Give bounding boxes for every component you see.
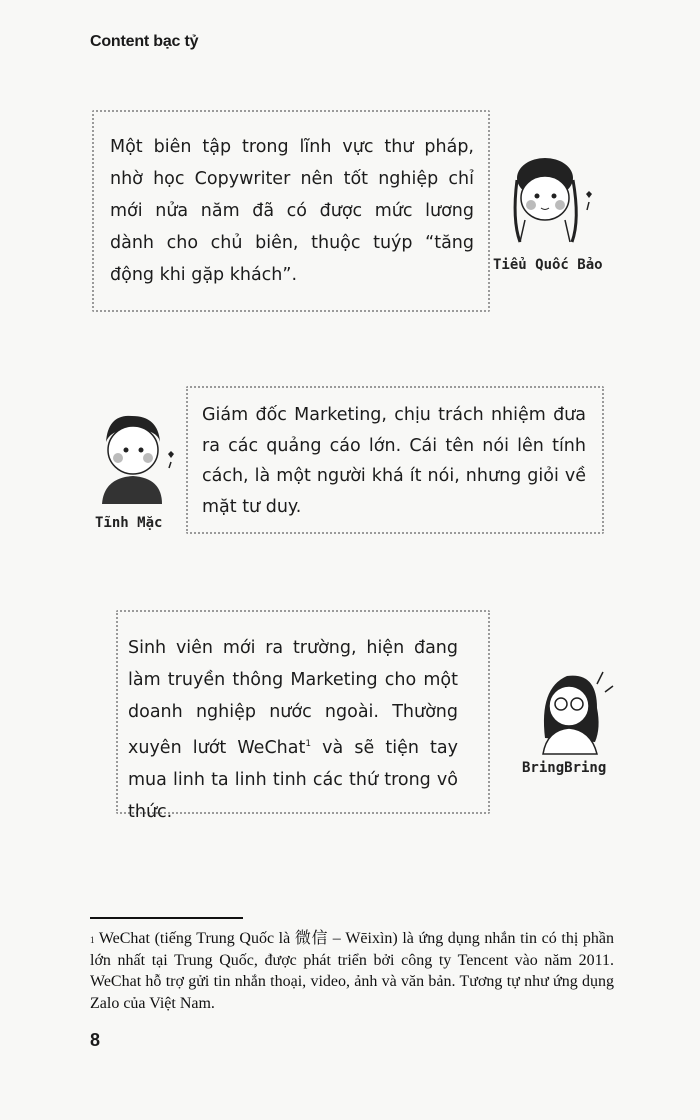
girl-with-hat-illustration bbox=[500, 150, 600, 250]
profile-description bbox=[128, 632, 458, 828]
footnote-marker: 1 bbox=[90, 935, 95, 945]
profile-description: Một biên tập trong lĩnh vực thư pháp, nhờ học Copywriter nên tốt nghiệp chỉ mới nửa năm đã có được mức lương dành cho chủ biên, thuộc tuýp “tăng động khi gặp khách”. bbox=[110, 137, 474, 285]
description-text: Sinh viên mới ra trường, hiện đang làm truyền thông Marketing cho một doanh nghiệp nước ngoài. Thường xuyên lướt WeChat bbox=[128, 638, 458, 758]
description-text: và sẽ tiện tay mua linh ta linh tinh các thứ trong vô thức. bbox=[128, 737, 458, 822]
footnote-divider bbox=[90, 917, 243, 919]
footnote-text: WeChat (tiếng Trung Quốc là 微信 – Wēixìn) là ứng dụng nhắn tin có thị phần lớn nhất tại Trung Quốc, được phát triển bởi công ty Tencent vào năm 2011. WeChat hỗ trợ gửi tin nhắn thoại, video, ảnh và văn bản. Tương tự như ứng dụng Zalo của Việt Nam. bbox=[90, 930, 614, 1012]
footnote-reference[interactable]: 1 bbox=[305, 739, 312, 749]
profile-name: Tiểu Quốc Bảo bbox=[493, 257, 603, 273]
profile-name: BringBring bbox=[522, 760, 607, 776]
page-number: 8 bbox=[90, 1030, 101, 1050]
footnote bbox=[90, 928, 614, 1014]
profile-description: Giám đốc Marketing, chịu trách nhiệm đưa ra các quảng cáo lớn. Cái tên nói lên tính cách, là một người khá ít nói, nhưng giỏi về mặt tư duy. bbox=[202, 405, 586, 517]
profile-name: Tĩnh Mặc bbox=[95, 515, 163, 531]
running-header: Content bạc tỷ bbox=[90, 33, 199, 50]
man-illustration bbox=[96, 412, 186, 508]
girl-with-glasses-illustration bbox=[535, 668, 615, 756]
